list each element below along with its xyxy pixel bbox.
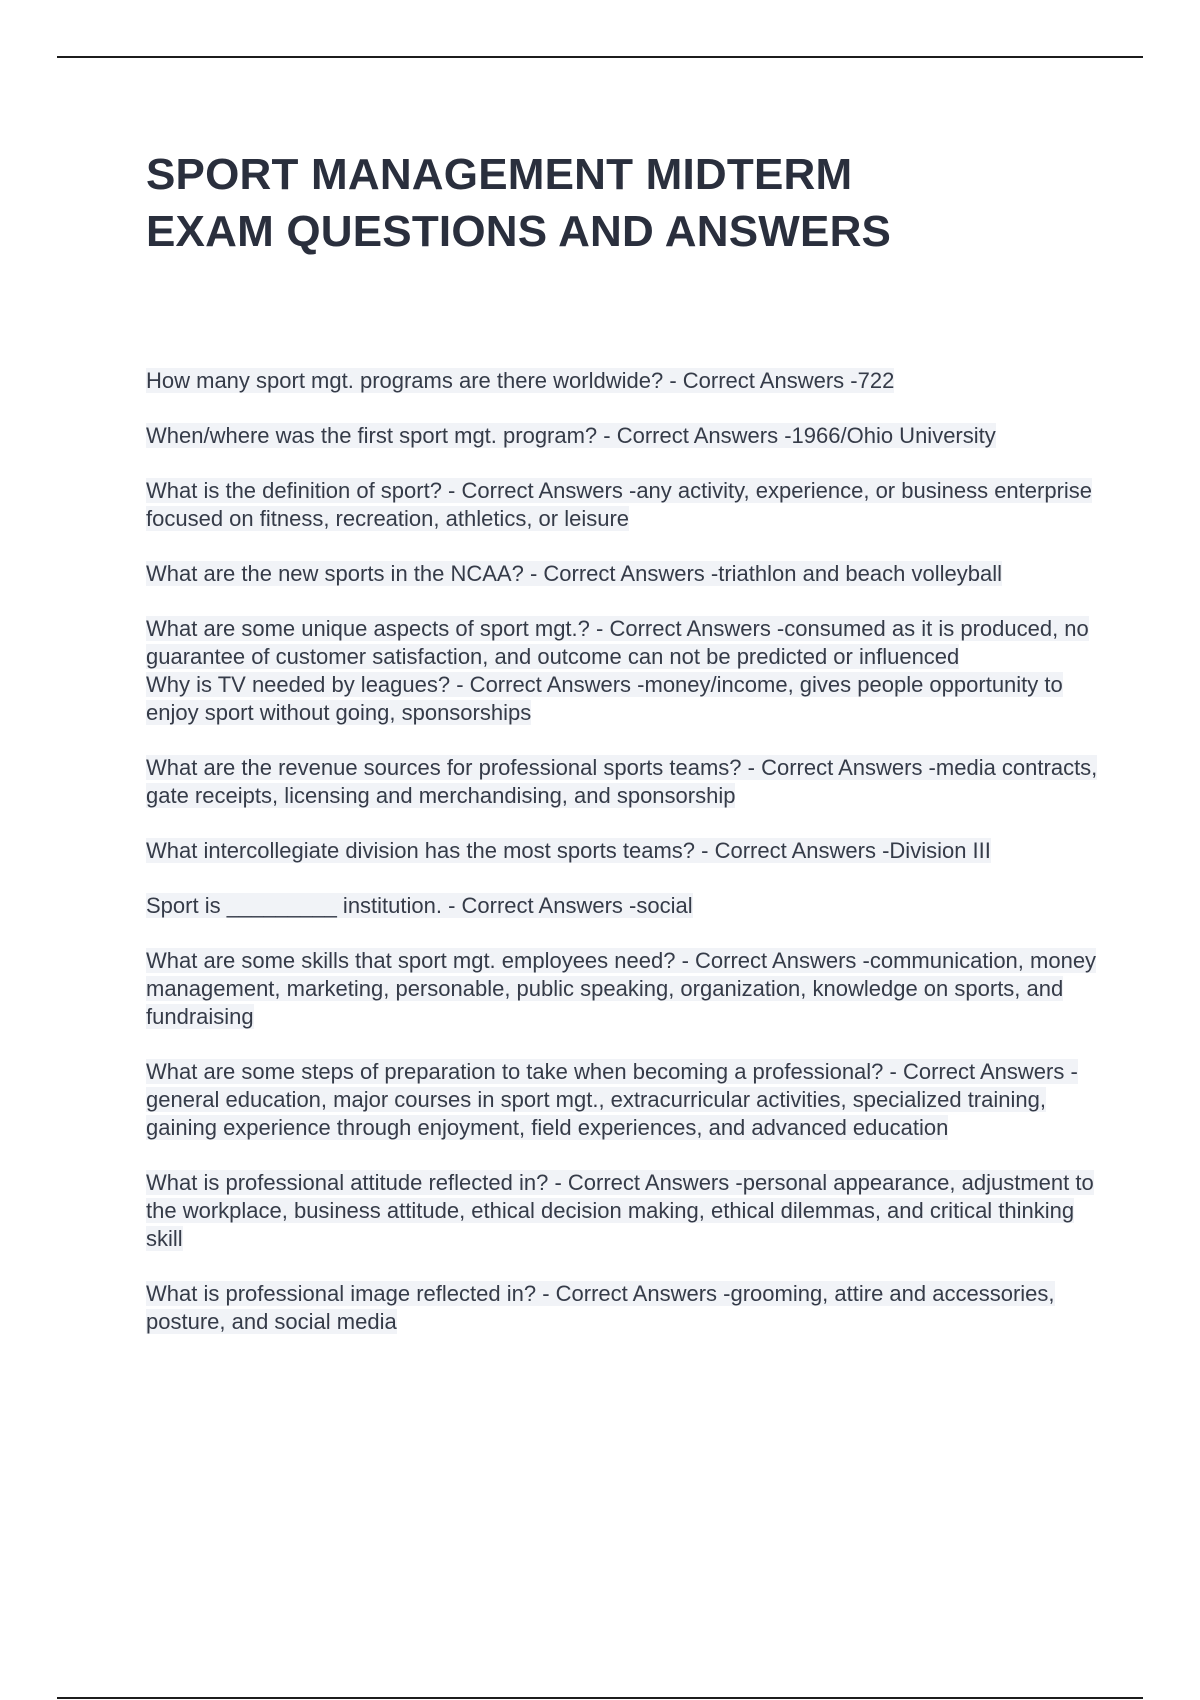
qa-item (146, 560, 1106, 588)
question: How many sport mgt. programs are there worldwide? (146, 368, 664, 393)
answer: grooming, attire and accessories, posture, and social media (146, 1281, 1055, 1334)
answer: social (636, 893, 693, 918)
answer: any activity, experience, or business enterprise focused on fitness, recreation, athletics, or leisure (146, 478, 1093, 531)
title-line-2: EXAM QUESTIONS AND ANSWERS (146, 207, 892, 256)
answer-separator: - Correct Answers - (883, 1059, 1078, 1084)
question: What are some unique aspects of sport mgt.? (146, 616, 590, 641)
question: What is professional image reflected in? (146, 1281, 537, 1306)
qa-item (146, 1280, 1106, 1336)
answer-separator: - Correct Answers - (695, 838, 890, 863)
question: Why is TV needed by leagues? (146, 672, 451, 697)
question: Sport is _________ institution. (146, 893, 442, 918)
answer: 1966/Ohio University (791, 423, 996, 448)
answer-separator: - Correct Answers - (548, 1170, 743, 1195)
question: What are the new sports in the NCAA? (146, 561, 524, 586)
question: What are some skills that sport mgt. employees need? (146, 948, 676, 973)
answer-separator: - Correct Answers - (741, 755, 936, 780)
answer-separator: - Correct Answers - (523, 561, 719, 586)
qa-item (146, 947, 1106, 1031)
bottom-divider (57, 1697, 1143, 1699)
answer: consumed as it is produced, no guarantee of customer satisfaction, and outcome can not be predicted or influenced (146, 616, 1089, 669)
answer-separator: - Correct Answers - (441, 893, 637, 918)
qa-item (146, 615, 1106, 671)
answer-separator: - Correct Answers - (663, 368, 858, 393)
qa-item (146, 477, 1106, 533)
answer-separator: - Correct Answers - (597, 423, 792, 448)
question: What are some steps of preparation to take when becoming a professional? (146, 1059, 884, 1084)
answer-separator: - Correct Answers - (450, 672, 645, 697)
answer-separator: - Correct Answers - (675, 948, 870, 973)
answer: triathlon and beach volleyball (718, 561, 1002, 586)
question: What is the definition of sport? (146, 478, 442, 503)
answer: Division III (889, 838, 991, 863)
answer: personal appearance, adjustment to the workplace, business attitude, ethical decision making, ethical dilemmas, and critical thinking skill (146, 1170, 1094, 1251)
answer: 722 (857, 368, 895, 393)
answer: money/income, gives people opportunity to enjoy sport without going, sponsorships (146, 672, 1063, 725)
qa-item (146, 754, 1106, 810)
answer: media contracts, gate receipts, licensing and merchandising, and sponsorship (146, 755, 1098, 808)
qa-item (146, 671, 1106, 727)
qa-item (146, 892, 1106, 920)
top-divider (57, 56, 1143, 58)
qa-item (146, 367, 1106, 395)
qa-item (146, 422, 1106, 450)
document-title (146, 146, 1106, 260)
answer-separator: - Correct Answers - (441, 478, 637, 503)
title-line-1: SPORT MANAGEMENT MIDTERM (146, 150, 853, 199)
question: What are the revenue sources for professional sports teams? (146, 755, 742, 780)
answer: communication, money management, marketing, personable, public speaking, organization, knowledge on sports, and fundraising (146, 948, 1097, 1029)
question: When/where was the first sport mgt. program? (146, 423, 598, 448)
question: What intercollegiate division has the most sports teams? (146, 838, 696, 863)
answer: general education, major courses in sport mgt., extracurricular activities, specialized training, gaining experience through enjoyment, field experiences, and advanced education (146, 1087, 1046, 1140)
qa-item (146, 837, 1106, 865)
qa-list (146, 367, 1106, 1336)
qa-item (146, 1058, 1106, 1142)
answer-separator: - Correct Answers - (589, 616, 785, 641)
question: What is professional attitude reflected in? (146, 1170, 549, 1195)
qa-item (146, 1169, 1106, 1253)
answer-separator: - Correct Answers - (536, 1281, 731, 1306)
